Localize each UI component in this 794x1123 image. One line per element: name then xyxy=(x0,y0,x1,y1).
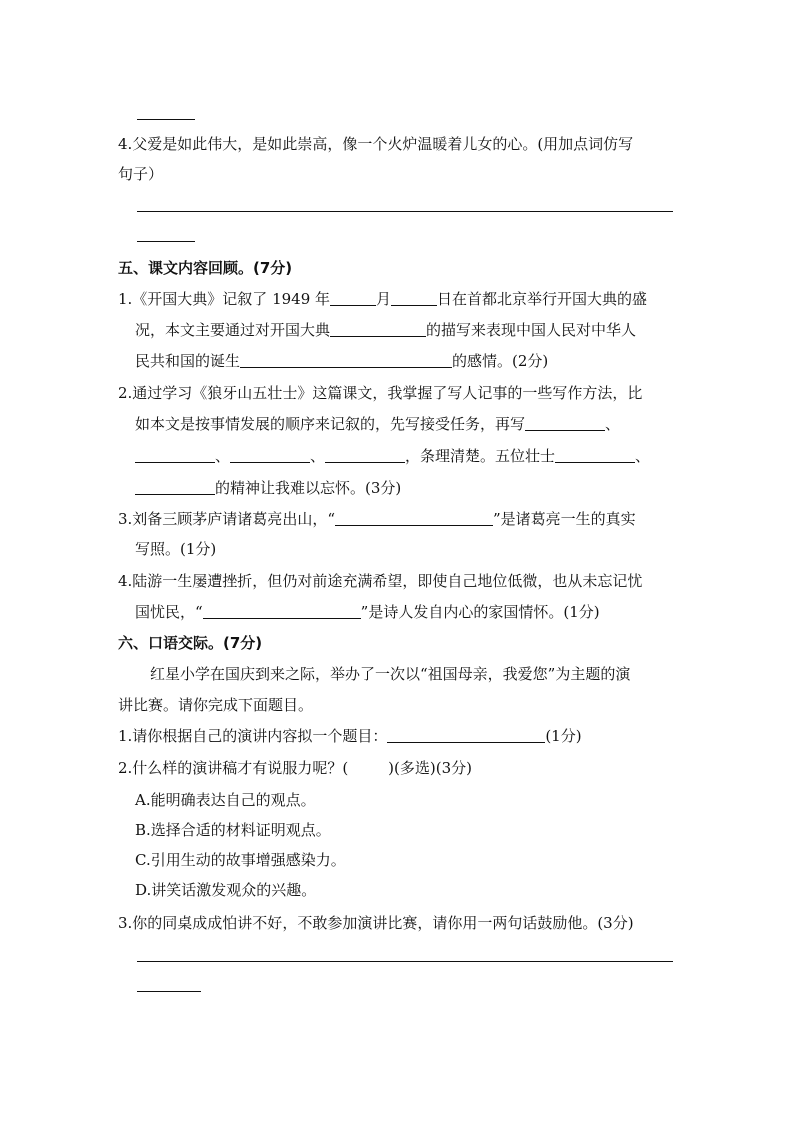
text: ”是诗人发自内心的家国情怀。(1分) xyxy=(360,603,600,621)
blank-speech-title[interactable] xyxy=(387,728,545,743)
text: (1分) xyxy=(545,727,582,745)
text: 的精神让我难以忘怀。(3分) xyxy=(215,479,402,497)
blank-spirit-2[interactable] xyxy=(135,480,215,495)
text: ”是诸葛亮一生的真实 xyxy=(492,510,636,528)
s5-q1-line1 xyxy=(118,289,647,309)
s6-intro-line2: 讲比赛。请你完成下面题目。 xyxy=(118,696,314,714)
blank-quote-zhuge[interactable] xyxy=(335,511,493,526)
s5-q3-line2: 写照。(1分) xyxy=(135,540,217,558)
text: 国忧民，“ xyxy=(135,603,203,621)
text: 、 xyxy=(635,447,651,465)
text: 月 xyxy=(376,290,392,308)
s5-q3-line1 xyxy=(118,509,636,529)
s5-q2-line4 xyxy=(135,478,401,498)
blank-quote-luyou[interactable] xyxy=(203,604,361,619)
text: 2.什么样的演讲稿才有说服力呢？( xyxy=(118,759,349,777)
blank-event-2[interactable] xyxy=(135,448,215,463)
text: 的感情。(2分) xyxy=(452,352,549,370)
s5-q4-line2 xyxy=(135,602,600,622)
text: 如本文是按事情发展的顺序来记叙的，先写接受任务，再写 xyxy=(135,415,526,433)
s6-q2 xyxy=(118,758,472,778)
s5-q1-line3 xyxy=(135,351,548,371)
s6-q1 xyxy=(118,726,582,746)
text: 1.请你根据自己的演讲内容拟一个题目： xyxy=(118,727,388,745)
option-d: D.讲笑话激发观众的兴趣。 xyxy=(135,881,317,899)
s5-q1-line2 xyxy=(135,320,636,340)
text: 的描写来表现中国人民对中华人 xyxy=(426,321,637,339)
s6-intro-line1: 红星小学在国庆到来之际，举办了一次以“祖国母亲，我爱您”为主题的演 xyxy=(150,665,631,683)
answer-line-end[interactable] xyxy=(137,241,195,242)
option-b: B.选择合适的材料证明观点。 xyxy=(135,821,331,839)
answer-line-full[interactable] xyxy=(137,961,673,962)
question-4-rewrite-line2: 句子） xyxy=(118,165,164,183)
text: 、 xyxy=(605,415,621,433)
s5-q2-line3 xyxy=(135,446,650,466)
text: 日在首都北京举行开国大典的盛 xyxy=(437,290,648,308)
text: 民共和国的诞生 xyxy=(135,352,241,370)
blank-event-4[interactable] xyxy=(325,448,405,463)
answer-line-full[interactable] xyxy=(137,211,673,212)
text: 、 xyxy=(215,447,231,465)
question-4-rewrite-line1: 4.父爱是如此伟大，是如此崇高，像一个火炉温暖着儿女的心。(用加点词仿写 xyxy=(118,135,634,153)
text: 况，本文主要通过对开国大典 xyxy=(135,321,331,339)
text: ，条理清楚。五位壮士 xyxy=(405,447,556,465)
s5-q2-line1: 2.通过学习《狼牙山五壮士》这篇课文，我掌握了写人记事的一些写作方法，比 xyxy=(118,384,643,402)
blank-spirit-1[interactable] xyxy=(555,448,635,463)
text: 1.《开国大典》记叙了 1949 年 xyxy=(118,290,331,308)
section-5-heading: 五、课文内容回顾。(7分) xyxy=(118,259,293,277)
answer-line-end[interactable] xyxy=(137,991,201,992)
answer-line-end xyxy=(137,119,195,120)
option-c: C.引用生动的故事增强感染力。 xyxy=(135,851,346,869)
section-6-heading: 六、口语交际。(7分) xyxy=(118,634,263,652)
blank-month[interactable] xyxy=(330,291,376,306)
blank-event-3[interactable] xyxy=(230,448,310,463)
text: 、 xyxy=(310,447,326,465)
text: 3.刘备三顾茅庐请诸葛亮出山，“ xyxy=(118,510,335,528)
text: )(多选)(3分) xyxy=(388,759,472,777)
s5-q4-line1: 4.陆游一生屡遭挫折，但仍对前途充满希望，即使自己地位低微，也从未忘记忧 xyxy=(118,572,643,590)
s5-q2-line2 xyxy=(135,414,620,434)
option-a: A.能明确表达自己的观点。 xyxy=(135,791,316,809)
s6-q3: 3.你的同桌成成怕讲不好，不敢参加演讲比赛，请你用一两句话鼓励他。(3分) xyxy=(118,914,634,932)
blank-day[interactable] xyxy=(391,291,437,306)
blank-description[interactable] xyxy=(330,322,426,337)
blank-feeling[interactable] xyxy=(240,353,452,368)
blank-event-1[interactable] xyxy=(525,416,605,431)
